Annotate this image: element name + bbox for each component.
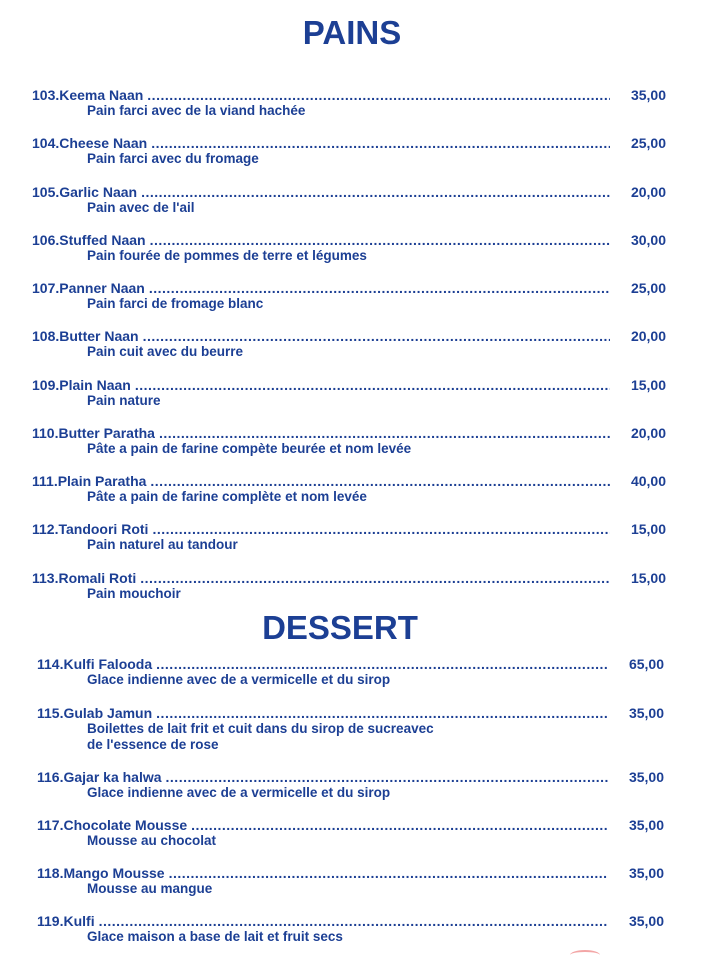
menu-item-description: Glace maison a base de lait et fruit secs xyxy=(87,929,343,944)
dot-leader xyxy=(135,376,610,394)
menu-item-name: 116.Gajar ka halwa xyxy=(37,769,162,785)
menu-item-price: 35,00 xyxy=(628,817,664,833)
menu-item-description: Boilettes de lait frit et cuit dans du sirop de sucreavec de l'essence de rose xyxy=(87,721,434,752)
menu-item-name: 118.Mango Mousse xyxy=(37,865,165,881)
menu-item-line xyxy=(37,704,664,722)
dot-leader xyxy=(143,327,610,345)
dot-leader xyxy=(151,134,610,152)
dot-leader xyxy=(166,768,608,786)
menu-item-name: 107.Panner Naan xyxy=(32,280,145,296)
menu-item-price: 35,00 xyxy=(628,769,664,785)
dot-leader xyxy=(156,655,608,673)
menu-item-price: 15,00 xyxy=(630,570,666,586)
menu-item-name: 108.Butter Naan xyxy=(32,328,139,344)
menu-item-price: 40,00 xyxy=(630,473,666,489)
menu-item-line xyxy=(32,279,666,297)
menu-item-price: 20,00 xyxy=(630,184,666,200)
menu-item-description: Mousse au chocolat xyxy=(87,833,217,848)
menu-item-description: Pain fourée de pommes de terre et légumes xyxy=(87,248,367,263)
menu-item-name: 105.Garlic Naan xyxy=(32,184,138,200)
menu-item-description: Pâte a pain de farine compète beurée et nom levée xyxy=(87,441,412,456)
menu-item-name: 115.Gulab Jamun xyxy=(37,705,153,721)
menu-item-name: 104.Cheese Naan xyxy=(32,135,148,151)
menu-item-price: 35,00 xyxy=(628,913,664,929)
dot-leader xyxy=(191,816,608,834)
dot-leader xyxy=(147,86,610,104)
menu-item-price: 25,00 xyxy=(630,135,666,151)
menu-item-name: 113.Romali Roti xyxy=(32,570,137,586)
dot-leader xyxy=(141,183,610,201)
dot-leader xyxy=(140,569,610,587)
menu-item-description: Pain nature xyxy=(87,393,161,408)
menu-item-price: 15,00 xyxy=(630,521,666,537)
dot-leader xyxy=(169,864,608,882)
menu-item-line xyxy=(37,864,664,882)
menu-item-name: 117.Chocolate Mousse xyxy=(37,817,188,833)
menu-item-price: 35,00 xyxy=(628,705,664,721)
menu-item-description: Pain naturel au tandour xyxy=(87,537,238,552)
menu-item-price: 25,00 xyxy=(630,280,666,296)
section-title-dessert: DESSERT xyxy=(262,609,418,646)
dot-leader xyxy=(150,472,610,490)
menu-item-description: Pain farci avec de la viand hachée xyxy=(87,103,306,118)
dot-leader xyxy=(99,912,608,930)
dot-leader xyxy=(159,424,610,442)
menu-item-line xyxy=(37,655,664,673)
menu-item-name: 119.Kulfi xyxy=(37,913,95,929)
menu-item-line xyxy=(32,327,666,345)
section-title-pains: PAINS xyxy=(302,14,402,51)
menu-item-description: Glace indienne avec de a vermicelle et du sirop xyxy=(87,672,391,687)
menu-item-description: Pain cuit avec du beurre xyxy=(87,344,244,359)
menu-item-description: Mousse au mangue xyxy=(87,881,213,896)
menu-item-name: 112.Tandoori Roti xyxy=(32,521,149,537)
menu-item-name: 114.Kulfi Falooda xyxy=(37,656,153,672)
menu-item-description: Pâte a pain de farine complète et nom levée xyxy=(87,489,367,504)
menu-item-name: 106.Stuffed Naan xyxy=(32,232,146,248)
menu-item-price: 30,00 xyxy=(630,232,666,248)
decorative-corner-mark xyxy=(570,950,600,960)
menu-item-price: 65,00 xyxy=(628,656,664,672)
menu-item-line xyxy=(32,231,666,249)
menu-item-description: Pain farci de fromage blanc xyxy=(87,296,264,311)
menu-item-line xyxy=(37,912,664,930)
menu-item-name: 111.Plain Paratha xyxy=(32,473,147,489)
menu-item-name: 109.Plain Naan xyxy=(32,377,131,393)
menu-item-line xyxy=(32,472,666,490)
menu-item-line xyxy=(32,569,666,587)
dot-leader xyxy=(156,704,608,722)
dot-leader xyxy=(150,231,610,249)
menu-item-line xyxy=(32,134,666,152)
menu-item-line xyxy=(37,768,664,786)
menu-item-description: Pain mouchoir xyxy=(87,586,181,601)
menu-item-price: 35,00 xyxy=(628,865,664,881)
menu-item-price: 35,00 xyxy=(630,87,666,103)
menu-item-description: Glace indienne avec de a vermicelle et du sirop xyxy=(87,785,391,800)
menu-item-name: 110.Butter Paratha xyxy=(32,425,155,441)
menu-item-line xyxy=(32,424,666,442)
menu-item-price: 20,00 xyxy=(630,328,666,344)
menu-item-price: 20,00 xyxy=(630,425,666,441)
menu-item-line xyxy=(37,816,664,834)
menu-item-line xyxy=(32,183,666,201)
menu-item-line xyxy=(32,376,666,394)
menu-item-price: 15,00 xyxy=(630,377,666,393)
menu-item-description: Pain farci avec du fromage xyxy=(87,151,259,166)
menu-item-line xyxy=(32,86,666,104)
menu-item-description: Pain avec de l'ail xyxy=(87,200,195,215)
menu-item-line xyxy=(32,520,666,538)
menu-item-name: 103.Keema Naan xyxy=(32,87,144,103)
dot-leader xyxy=(149,279,610,297)
dot-leader xyxy=(152,520,610,538)
